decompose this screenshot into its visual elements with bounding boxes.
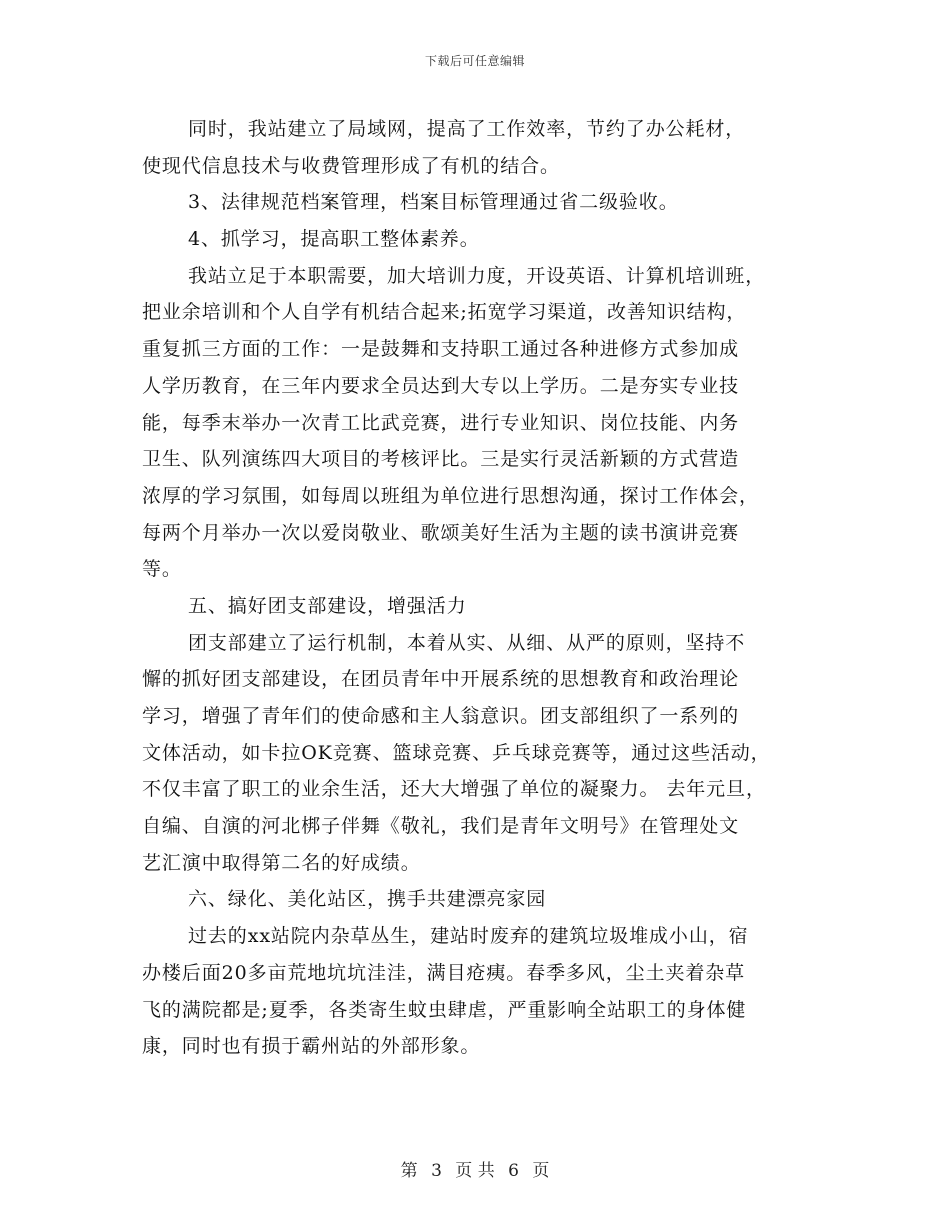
document-body — [142, 111, 822, 1065]
page-label-suffix: 页 — [532, 1161, 550, 1181]
paragraph-line: 我站立足于本职需要，加大培训力度，开设英语、计算机培训班， — [188, 264, 766, 287]
paragraph-line: 浓厚的学习氛围，如每周以班组为单位进行思想沟通，探讨工作体会， — [142, 484, 759, 507]
paragraph-line: 卫生、队列演练四大项目的考核评比。三是实行灵活新颖的方式营造 — [142, 448, 740, 471]
paragraph-line: 能，每季末举办一次青工比武竞赛，进行专业知识、岗位技能、内务 — [142, 411, 740, 434]
paragraph-line: 艺汇演中取得第二名的好成绩。 — [142, 851, 421, 874]
paragraph-line: 不仅丰富了职工的业余生活，还大大增强了单位的凝聚力。 去年元旦， — [142, 778, 766, 801]
page-number: 3 — [431, 1161, 442, 1181]
paragraph-line: 团支部建立了运行机制，本着从实、从细、从严的原则，坚持不 — [188, 631, 746, 654]
paragraph-line: 文体活动，如卡拉OK竞赛、篮球竞赛、乒乓球竞赛等，通过这些活动， — [142, 741, 771, 764]
page-label-prefix: 第 — [400, 1161, 418, 1181]
paragraph-line: 懈的抓好团支部建设，在团员青年中开展系统的思想教育和政治理论 — [142, 668, 740, 691]
page-label-mid: 页 共 — [455, 1161, 495, 1181]
paragraph-line: 使现代信息技术与收费管理形成了有机的结合。 — [142, 154, 560, 177]
paragraph-line: 学习，增强了青年们的使命感和主人翁意识。团支部组织了一系列的 — [142, 705, 740, 727]
total-pages: 6 — [508, 1161, 519, 1181]
paragraph-line: 飞的满院都是;夏季，各类寄生蚊虫肆虐，严重影响全站职工的身体健 — [142, 998, 747, 1021]
paragraph-line: 自编、自演的河北梆子伴舞《敬礼，我们是青年文明号》在管理处文 — [142, 815, 740, 838]
page-footer — [0, 1156, 950, 1181]
paragraph-line: 办楼后面20多亩荒地坑坑洼洼，满目疮痍。春季多风，尘土夹着杂草 — [142, 961, 746, 984]
page-header: 下载后可任意编辑 — [424, 54, 525, 68]
section-heading: 六、绿化、美化站区，携手共建漂亮家园 — [188, 888, 547, 911]
paragraph-line: 康，同时也有损于霸州站的外部形象。 — [142, 1035, 481, 1058]
paragraph-line: 过去的xx站院内杂草丛生，建站时废弃的建筑垃圾堆成小山，宿 — [188, 925, 749, 948]
paragraph-line: 同时，我站建立了局域网，提高了工作效率，节约了办公耗材， — [188, 118, 746, 140]
paragraph-line: 4、抓学习，提高职工整体素养。 — [188, 228, 480, 251]
paragraph-line: 每两个月举办一次以爱岗敬业、歌颂美好生活为主题的读书演讲竞赛 — [142, 521, 740, 544]
paragraph-line: 重复抓三方面的工作：一是鼓舞和支持职工通过各种进修方式参加成 — [142, 338, 740, 361]
paragraph-line: 人学历教育，在三年内要求全员达到大专以上学历。二是夯实专业技 — [142, 374, 740, 397]
paragraph-line: 等。 — [142, 558, 182, 581]
paragraph-line: 3、法律规范档案管理，档案目标管理通过省二级验收。 — [188, 191, 679, 214]
section-heading: 五、搞好团支部建设，增强活力 — [188, 594, 467, 617]
paragraph-line: 把业余培训和个人自学有机结合起来;拓宽学习渠道，改善知识结构， — [142, 301, 747, 324]
